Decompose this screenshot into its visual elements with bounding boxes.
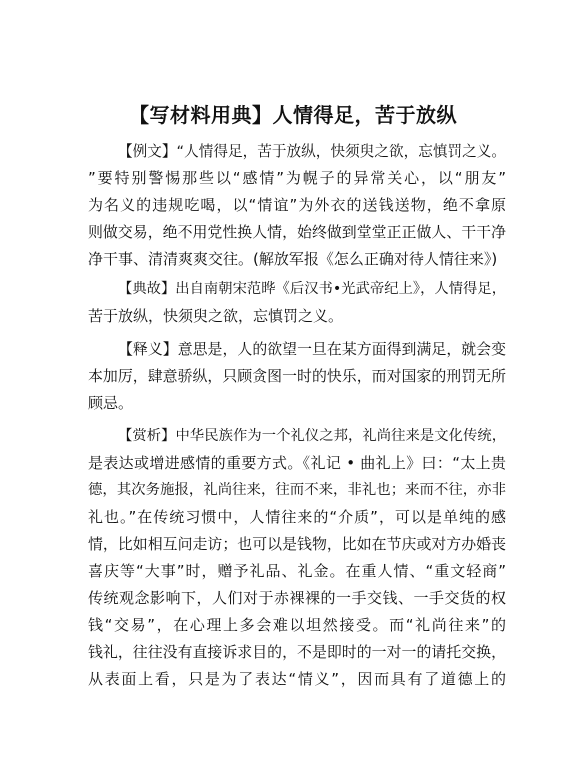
text-line: 从表面上看，只是为了表达“情义”，因而具有了道德上的 <box>88 670 506 688</box>
text-line: 情，比如相互问走访；也可以是钱物，比如在节庆或对方办婚丧 <box>88 535 506 553</box>
paragraph-interpretation <box>88 336 506 417</box>
text-line: 喜庆等“大事”时，赠予礼品、礼金。在重人情、“重文轻商” <box>88 562 506 580</box>
text-line: 是表达或增进感情的重要方式。《礼记 • 曲礼上》曰：“太上贵 <box>88 454 506 472</box>
text-line: 【释义】意思是，人的欲望一旦在某方面得到满足，就会变 <box>118 340 506 358</box>
document-title: 【写材料用典】人情得足，苦于放纵 <box>129 103 457 127</box>
text-line: 传统观念影响下，人们对于赤裸裸的一手交钱、一手交货的权 <box>88 589 506 607</box>
text-line: 净干事、清清爽爽交往。(解放军报《怎么正确对待人情往来》) <box>88 250 498 268</box>
text-line: 则做交易，绝不用党性换人情，始终做到堂堂正正做人、干干净 <box>88 223 506 241</box>
text-line: 【例文】“人情得足，苦于放纵，快须臾之欲，忘慎罚之义。 <box>118 143 506 160</box>
text-line: 钱礼，往往没有直接诉求目的，不是即时的一对一的请托交换， <box>88 643 506 661</box>
text-line: ”要特别警惕那些以“感情”为幌子的异常关心，以“朋友” <box>88 169 506 187</box>
text-line: 【赏析】中华民族作为一个礼仪之邦，礼尚往来是文化传统， <box>118 428 506 444</box>
paragraph-example <box>88 138 506 273</box>
text-line: 顾忌。 <box>88 394 134 412</box>
text-line: 本加厉，肆意骄纵，只顾贪图一时的快乐，而对国家的刑罚无所 <box>88 367 506 385</box>
text-line: 礼也。”在传统习惯中，人情往来的“介质”，可以是单纯的感 <box>88 508 506 526</box>
paragraph-allusion <box>88 276 506 330</box>
text-line: 苦于放纵，快须臾之欲，忘慎罚之义。 <box>88 307 344 325</box>
text-line: 德，其次务施报，礼尚往来，往而不来，非礼也；来而不往，亦非 <box>88 482 506 498</box>
text-line: 钱“交易”，在心理上多会难以坦然接受。而“礼尚往来”的 <box>88 616 506 634</box>
paragraph-appreciation <box>88 423 506 693</box>
text-line: 【典故】出自南朝宋范晔《后汉书•光武帝纪上》，人情得足， <box>118 281 506 297</box>
text-line: 为名义的违规吃喝，以“情谊”为外衣的送钱送物，绝不拿原 <box>88 196 506 214</box>
